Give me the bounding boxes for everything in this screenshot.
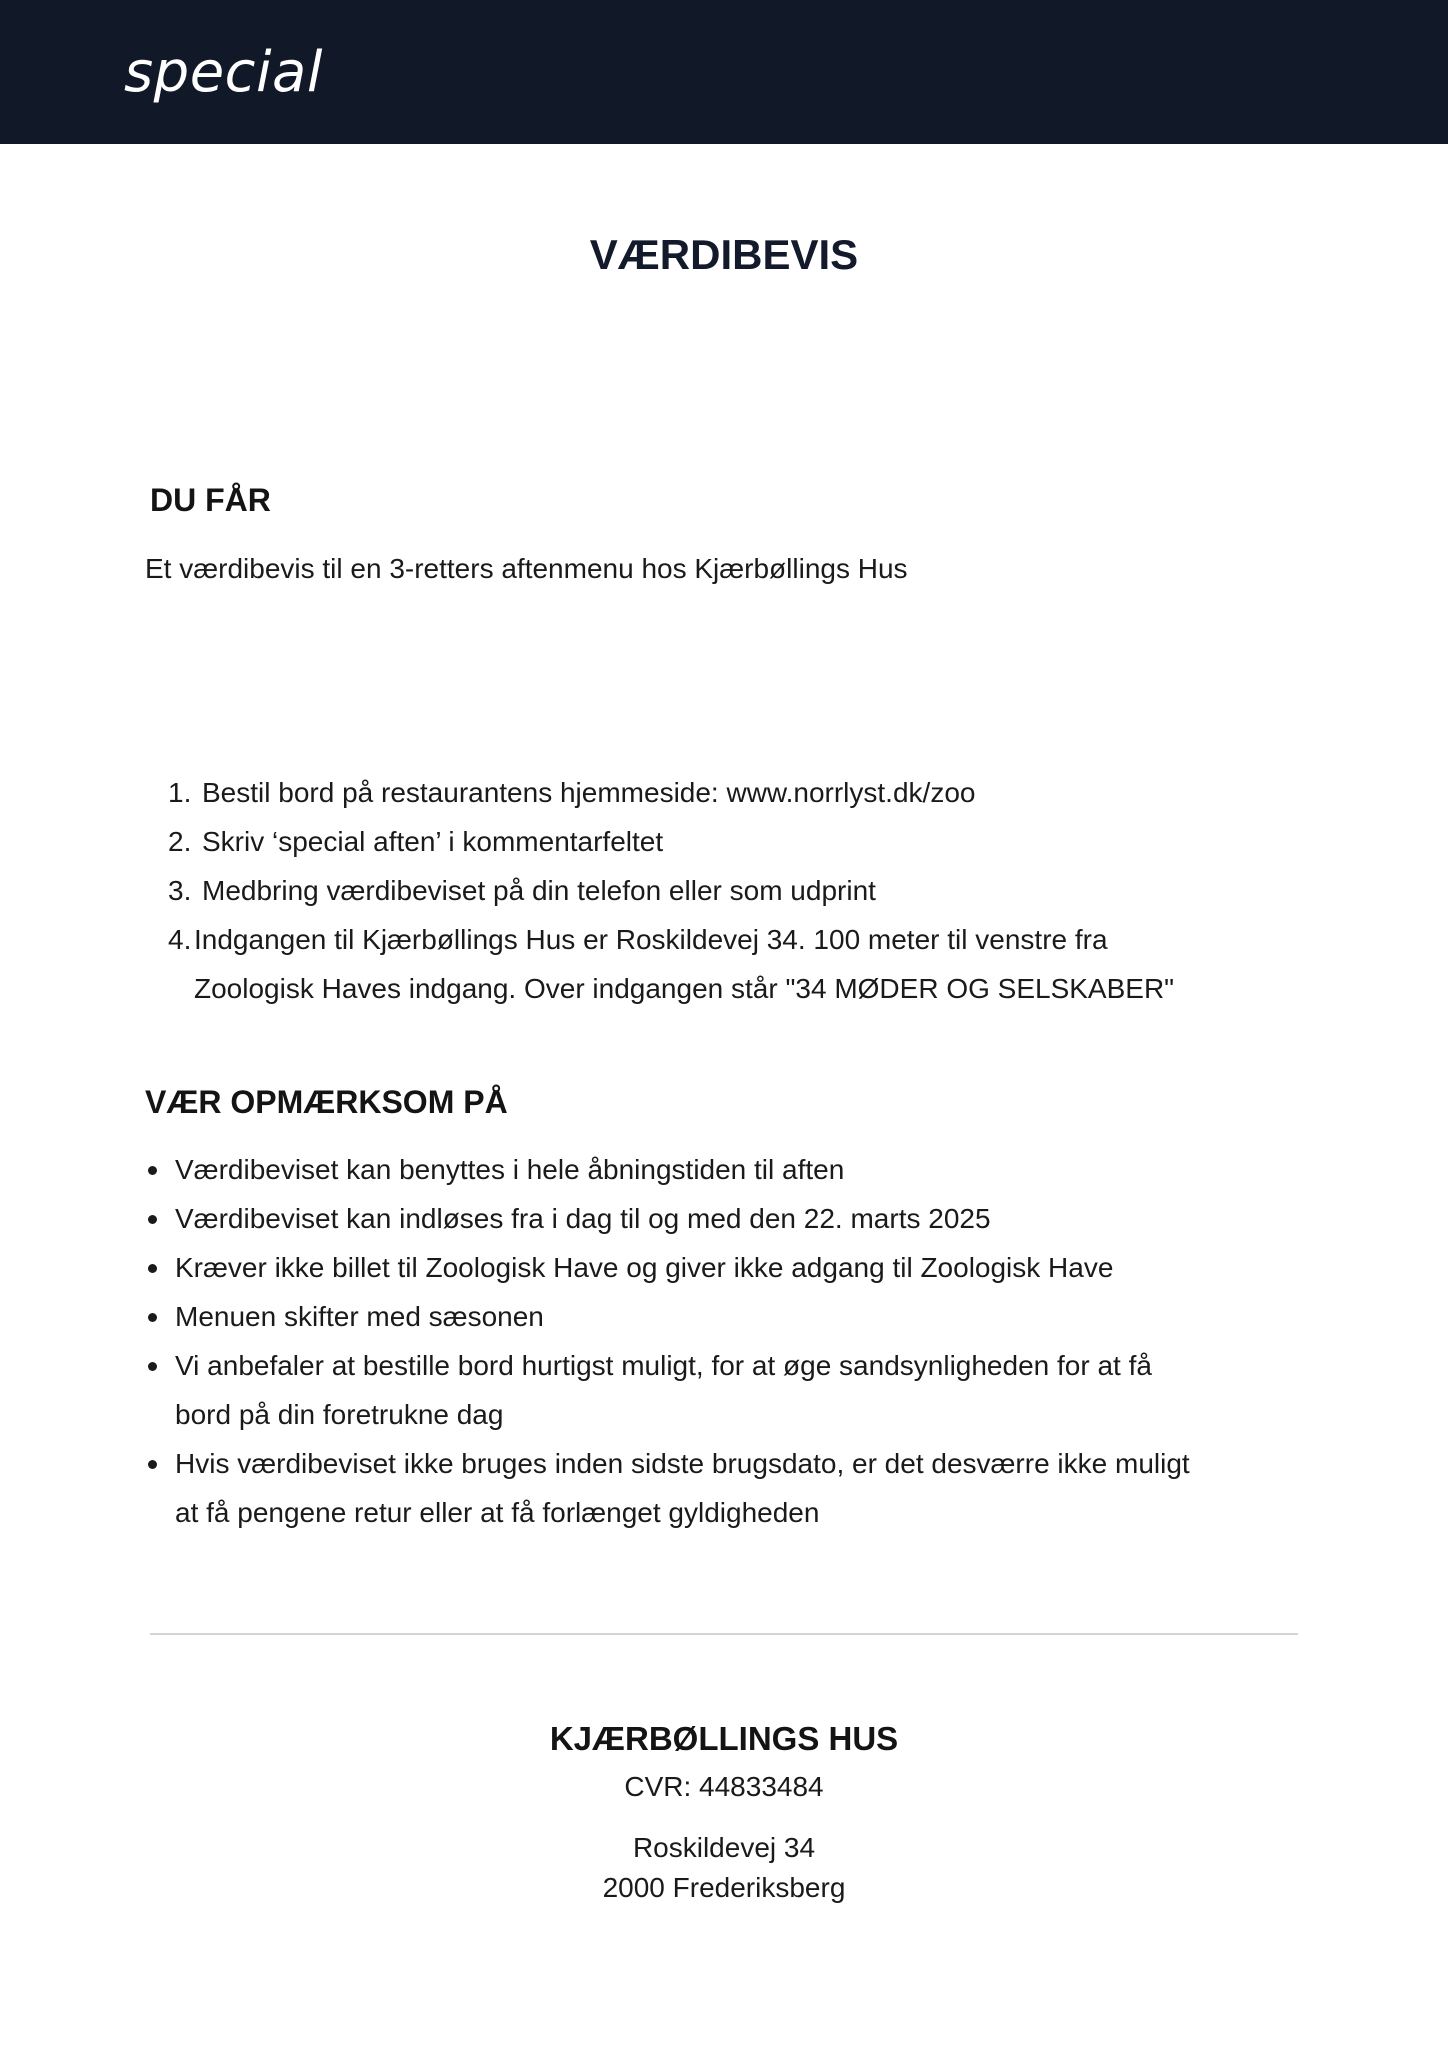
notice-list	[148, 1145, 1308, 1537]
company-cvr: CVR: 44833484	[624, 1771, 824, 1802]
bullet-icon	[148, 1166, 157, 1175]
list-item	[148, 1439, 1308, 1537]
notice-text-line: Hvis værdibeviset ikke bruges inden sidste brugsdato, er det desværre ikke muligt	[175, 1448, 1190, 1479]
step-text-line: Indgangen til Kjærbøllings Hus er Roskildevej 34. 100 meter til venstre fra	[194, 924, 1108, 955]
document-title: VÆRDIBEVIS	[589, 231, 859, 278]
step-number: 2.	[168, 826, 192, 857]
list-item	[148, 1243, 1308, 1292]
section-heading-notice: VÆR OPMÆRKSOM PÅ	[145, 1084, 508, 1120]
list-item	[148, 1292, 1308, 1341]
you-get-description: Et værdibevis til en 3-retters aftenmenu hos Kjærbøllings Hus	[145, 553, 908, 584]
bullet-icon	[148, 1460, 157, 1469]
section-heading-you-get: DU FÅR	[150, 482, 271, 518]
step-text: Medbring værdibeviset på din telefon eller som udprint	[202, 875, 876, 906]
list-item	[148, 1341, 1308, 1439]
address-street: Roskildevej 34	[632, 1832, 816, 1863]
step-number: 1.	[168, 777, 192, 808]
booking-steps-list	[168, 768, 1318, 1013]
company-name: KJÆRBØLLINGS HUS	[549, 1720, 899, 1757]
step-number: 3.	[168, 875, 192, 906]
list-item	[148, 1194, 1308, 1243]
page-header	[0, 0, 1448, 144]
notice-text-line: at få pengene retur eller at få forlænget gyldigheden	[175, 1497, 820, 1528]
notice-text: Værdibeviset kan benyttes i hele åbningstiden til aften	[175, 1154, 845, 1185]
list-item	[168, 915, 1318, 1013]
address-city: 2000 Frederiksberg	[602, 1872, 846, 1903]
bullet-icon	[148, 1362, 157, 1371]
notice-text: Værdibeviset kan indløses fra i dag til og med den 22. marts 2025	[175, 1203, 991, 1234]
step-text-line: Zoologisk Haves indgang. Over indgangen står "34 MØDER OG SELSKABER"	[194, 973, 1175, 1004]
list-item	[148, 1145, 1308, 1194]
footer-divider	[150, 1633, 1298, 1635]
bullet-icon	[148, 1313, 157, 1322]
step-text: Bestil bord på restaurantens hjemmeside: www.norrlyst.dk/zoo	[202, 777, 976, 808]
step-text: Skriv ‘special aften’ i kommentarfeltet	[202, 826, 664, 857]
notice-text: Kræver ikke billet til Zoologisk Have og giver ikke adgang til Zoologisk Have	[175, 1252, 1114, 1283]
bullet-icon	[148, 1215, 157, 1224]
list-item	[168, 866, 1318, 915]
bullet-icon	[148, 1264, 157, 1273]
special-logo: special	[124, 40, 323, 105]
step-number: 4.	[168, 924, 192, 955]
list-item	[168, 817, 1318, 866]
notice-text-line: bord på din foretrukne dag	[175, 1399, 504, 1430]
notice-text-line: Vi anbefaler at bestille bord hurtigst muligt, for at øge sandsynligheden for at få	[175, 1350, 1152, 1381]
notice-text: Menuen skifter med sæsonen	[175, 1301, 544, 1332]
list-item	[168, 768, 1318, 817]
